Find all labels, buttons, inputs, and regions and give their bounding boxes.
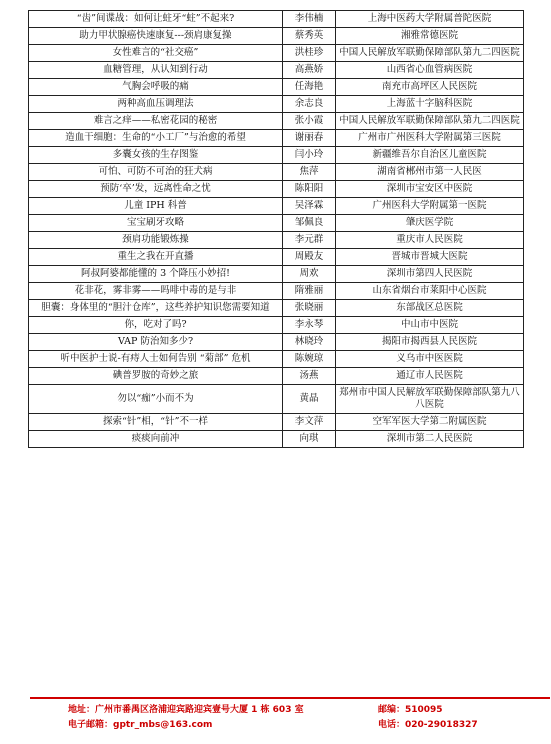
author-cell: 张小霞	[283, 113, 336, 130]
title-cell: 女性难言的“社交癌”	[29, 45, 283, 62]
author-cell: 黄晶	[283, 385, 336, 414]
author-cell: 张晓丽	[283, 300, 336, 317]
author-cell: 隋雅丽	[283, 283, 336, 300]
author-cell: 任海艳	[283, 79, 336, 96]
author-cell: 陈阳阳	[283, 181, 336, 198]
table-row	[29, 414, 524, 431]
table-row	[29, 385, 524, 414]
author-cell: 蔡秀英	[283, 28, 336, 45]
org-cell: 中国人民解放军联勤保障部队第九二四医院	[336, 113, 524, 130]
org-cell: 山西省心血管病医院	[336, 62, 524, 79]
org-cell: 肇庆医学院	[336, 215, 524, 232]
author-cell: 李永琴	[283, 317, 336, 334]
title-cell: 难言之痒——私密花园的秘密	[29, 113, 283, 130]
title-cell: 多囊女孩的生存图鉴	[29, 147, 283, 164]
org-cell: 重庆市人民医院	[336, 232, 524, 249]
org-cell: 深圳市宝安区中医院	[336, 181, 524, 198]
title-cell: 儿童 IPH 科普	[29, 198, 283, 215]
footer-email: 电子邮箱：gptr_mbs@163.com	[68, 720, 213, 730]
table-body	[29, 11, 524, 448]
title-cell: 胆囊：身体里的“胆汁仓库”，这些养护知识您需要知道	[29, 300, 283, 317]
table-row	[29, 317, 524, 334]
org-cell: 中国人民解放军联勤保障部队第九二四医院	[336, 45, 524, 62]
author-cell: 林晓玲	[283, 334, 336, 351]
table-row	[29, 45, 524, 62]
author-cell: 谢丽春	[283, 130, 336, 147]
table-row	[29, 164, 524, 181]
table-row	[29, 249, 524, 266]
table-row	[29, 368, 524, 385]
footer-address: 地址：广州市番禺区洛浦迎宾路迎宾壹号大厦 1 栋 603 室	[68, 705, 304, 715]
title-cell: “齿”间谍战：如何让蛀牙“蛀”不起来?	[29, 11, 283, 28]
table-row	[29, 300, 524, 317]
article-list-table	[28, 10, 524, 448]
title-cell: VAP 防治知多少?	[29, 334, 283, 351]
table-row	[29, 62, 524, 79]
table-row	[29, 334, 524, 351]
title-cell: 可怕、可防不可治的狂犬病	[29, 164, 283, 181]
title-cell: 助力甲状腺癌快速康复---颈肩康复操	[29, 28, 283, 45]
author-cell: 高燕娇	[283, 62, 336, 79]
title-cell: 气胸会呼吸的痛	[29, 79, 283, 96]
org-cell: 广州医科大学附属第一医院	[336, 198, 524, 215]
author-cell: 周殿友	[283, 249, 336, 266]
table-row	[29, 198, 524, 215]
org-cell: 南充市高坪区人民医院	[336, 79, 524, 96]
org-cell: 郑州市中国人民解放军联勤保障部队第九八八医院	[336, 385, 524, 414]
org-cell: 新疆维吾尔自治区儿童医院	[336, 147, 524, 164]
author-cell: 焦萍	[283, 164, 336, 181]
title-cell: 你，吃对了吗?	[29, 317, 283, 334]
footer	[68, 703, 538, 733]
title-cell: 阿叔阿婆都能懂的 3 个降压小妙招!	[29, 266, 283, 283]
author-cell: 汤燕	[283, 368, 336, 385]
author-cell: 向琪	[283, 431, 336, 448]
org-cell: 深圳市第二人民医院	[336, 431, 524, 448]
org-cell: 湘雅常德医院	[336, 28, 524, 45]
table-row	[29, 283, 524, 300]
author-cell: 李伟楠	[283, 11, 336, 28]
author-cell: 吴泽霖	[283, 198, 336, 215]
title-cell: 造血干细胞：生命的“小工厂”与治愈的希望	[29, 130, 283, 147]
org-cell: 上海中医药大学附属普陀医院	[336, 11, 524, 28]
table-row	[29, 11, 524, 28]
title-cell: 听中医护士说-有痔人士如何告别 “菊部” 危机	[29, 351, 283, 368]
org-cell: 上海蓝十字脑科医院	[336, 96, 524, 113]
title-cell: 血糖管理，从认知到行动	[29, 62, 283, 79]
title-cell: 重生之我在开直播	[29, 249, 283, 266]
table-row	[29, 215, 524, 232]
author-cell: 李元群	[283, 232, 336, 249]
org-cell: 深圳市第四人民医院	[336, 266, 524, 283]
author-cell: 李文萍	[283, 414, 336, 431]
author-cell: 邹佩良	[283, 215, 336, 232]
table-row	[29, 147, 524, 164]
author-cell: 余志良	[283, 96, 336, 113]
org-cell: 晋城市晋城大医院	[336, 249, 524, 266]
table-row	[29, 130, 524, 147]
org-cell: 揭阳市揭西县人民医院	[336, 334, 524, 351]
author-cell: 闫小玲	[283, 147, 336, 164]
title-cell: 碘普罗胺的奇妙之旅	[29, 368, 283, 385]
org-cell: 通辽市人民医院	[336, 368, 524, 385]
table-row	[29, 431, 524, 448]
org-cell: 东部战区总医院	[336, 300, 524, 317]
org-cell: 义乌市中医医院	[336, 351, 524, 368]
footer-divider	[30, 697, 550, 699]
footer-phone: 电话：020-29018327	[378, 720, 478, 730]
author-cell: 洪桂珍	[283, 45, 336, 62]
title-cell: 宝宝刷牙攻略	[29, 215, 283, 232]
footer-postcode: 邮编：510095	[378, 705, 443, 715]
table-row	[29, 113, 524, 130]
title-cell: 花非花，雾非雾——吗啡中毒的是与非	[29, 283, 283, 300]
author-cell: 周欢	[283, 266, 336, 283]
table-row	[29, 181, 524, 198]
table-row	[29, 351, 524, 368]
org-cell: 山东省烟台市莱阳中心医院	[336, 283, 524, 300]
title-cell: 勿以“痂”小而不为	[29, 385, 283, 414]
title-cell: 痰痰向前冲	[29, 431, 283, 448]
table-row	[29, 28, 524, 45]
author-cell: 陈婉琼	[283, 351, 336, 368]
title-cell: 探索“针”相，“针”不一样	[29, 414, 283, 431]
org-cell: 空军军医大学第二附属医院	[336, 414, 524, 431]
title-cell: 颈肩功能锻炼操	[29, 232, 283, 249]
title-cell: 两种高血压调理法	[29, 96, 283, 113]
table-row	[29, 79, 524, 96]
org-cell: 湖南省郴州市第一人民医	[336, 164, 524, 181]
title-cell: 预防‘卒’发，远离性命之忧	[29, 181, 283, 198]
org-cell: 中山市中医院	[336, 317, 524, 334]
table-row	[29, 232, 524, 249]
org-cell: 广州市广州医科大学附属第三医院	[336, 130, 524, 147]
table-row	[29, 96, 524, 113]
table-row	[29, 266, 524, 283]
